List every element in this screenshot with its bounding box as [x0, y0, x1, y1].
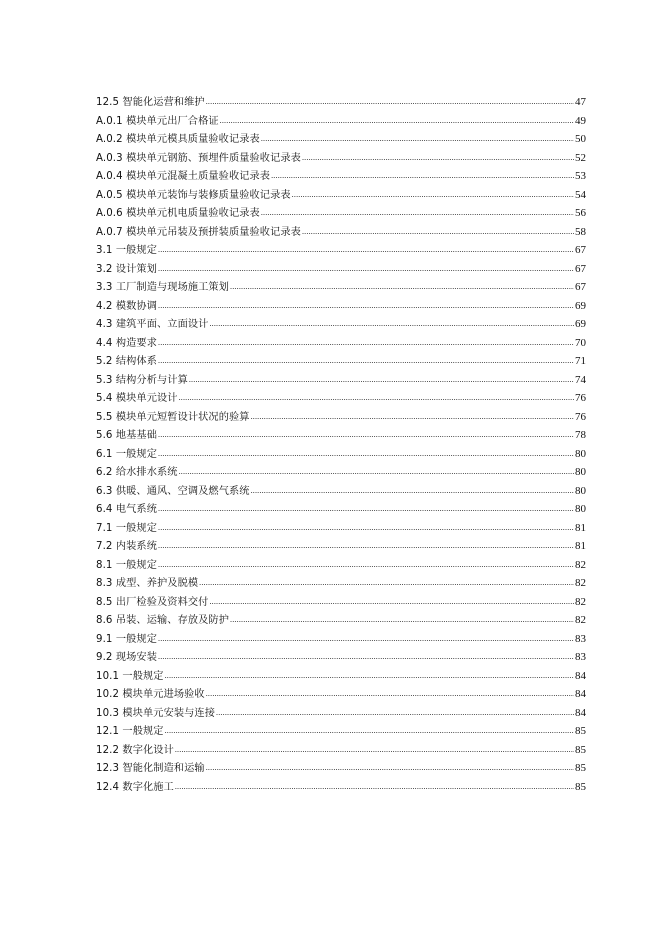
toc-dot-leader — [158, 537, 574, 556]
toc-entry-page-number: 56 — [575, 207, 586, 219]
toc-entry-title: 12.3 智能化制造和运输 — [96, 763, 205, 774]
toc-entry-title: 9.2 现场安装 — [96, 652, 157, 663]
toc-entry-title: A.0.4 模块单元混凝土质量验收记录表 — [96, 171, 271, 182]
toc-dot-leader — [179, 463, 574, 482]
toc-entry-page-number: 70 — [575, 336, 586, 349]
toc-entry-title: 6.4 电气系统 — [96, 504, 157, 515]
toc-dot-leader — [216, 704, 574, 723]
toc-entry-title: 10.3 模块单元安装与连接 — [96, 707, 216, 719]
toc-entry[interactable] — [96, 408, 586, 427]
toc-dot-leader — [271, 167, 574, 186]
toc-entry-title: 8.3 成型、养护及脱模 — [96, 578, 199, 589]
toc-entry-title: A.0.7 模块单元吊装及预拼装质量验收记录表 — [96, 226, 301, 238]
toc-dot-leader — [158, 630, 574, 649]
toc-entry-page-number: 69 — [575, 318, 586, 330]
toc-dot-leader — [251, 482, 574, 501]
toc-entry[interactable] — [96, 778, 586, 797]
toc-entry-title: 6.1 一般规定 — [96, 448, 157, 460]
toc-entry-page-number: 52 — [575, 151, 586, 164]
toc-dot-leader — [206, 685, 574, 704]
toc-dot-leader — [292, 186, 574, 205]
toc-entry-page-number: 85 — [575, 743, 586, 756]
toc-entry[interactable] — [96, 297, 586, 316]
toc-entry-page-number: 80 — [575, 484, 586, 497]
toc-dot-leader — [302, 223, 574, 242]
toc-entry[interactable] — [96, 426, 586, 445]
toc-dot-leader — [209, 593, 574, 612]
toc-dot-leader — [158, 426, 574, 445]
toc-entry[interactable] — [96, 482, 586, 501]
toc-dot-leader — [206, 759, 574, 778]
toc-entry[interactable] — [96, 704, 586, 723]
toc-entry-page-number: 78 — [575, 429, 586, 441]
toc-dot-leader — [230, 278, 574, 297]
toc-entry-page-number: 53 — [575, 170, 586, 182]
toc-entry-page-number: 71 — [575, 355, 586, 367]
toc-entry[interactable] — [96, 204, 586, 223]
toc-entry-page-number: 67 — [575, 244, 586, 256]
toc-dot-leader — [158, 556, 574, 575]
toc-dot-leader — [165, 722, 574, 741]
toc-entry[interactable] — [96, 241, 586, 260]
toc-entry-title: A.0.3 模块单元钢筋、预埋件质量验收记录表 — [96, 152, 301, 164]
toc-entry-title: 5.2 结构体系 — [96, 356, 157, 367]
toc-entry[interactable] — [96, 685, 586, 704]
toc-entry-page-number: 67 — [575, 281, 586, 293]
toc-dot-leader — [158, 519, 574, 538]
toc-entry[interactable] — [96, 593, 586, 612]
toc-entry-title: 5.4 模块单元设计 — [96, 393, 178, 404]
toc-entry-page-number: 50 — [575, 133, 586, 145]
toc-entry-page-number: 85 — [575, 725, 586, 737]
toc-entry[interactable] — [96, 223, 586, 242]
toc-dot-leader — [158, 445, 574, 464]
toc-entry-title: 8.5 出厂检验及资料交付 — [96, 596, 209, 608]
toc-entry[interactable] — [96, 315, 586, 334]
toc-entry-page-number: 76 — [575, 410, 586, 423]
toc-entry-title: 8.1 一般规定 — [96, 559, 157, 571]
toc-entry-title: 4.3 建筑平面、立面设计 — [96, 319, 209, 330]
toc-dot-leader — [251, 408, 574, 427]
toc-entry-page-number: 58 — [575, 225, 586, 238]
toc-entry[interactable] — [96, 389, 586, 408]
toc-entry-page-number: 54 — [575, 188, 586, 201]
toc-entry[interactable] — [96, 667, 586, 686]
toc-entry-page-number: 81 — [575, 521, 586, 534]
toc-entry-title: 12.2 数字化设计 — [96, 744, 174, 756]
toc-entry-title: 6.2 给水排水系统 — [96, 467, 178, 478]
toc-entry[interactable] — [96, 556, 586, 575]
toc-entry-page-number: 80 — [575, 447, 586, 460]
toc-entry-title: 4.2 模数协调 — [96, 300, 157, 312]
toc-dot-leader — [261, 130, 574, 149]
toc-entry[interactable] — [96, 112, 586, 131]
toc-entry-title: 12.4 数字化施工 — [96, 781, 174, 793]
toc-entry-page-number: 82 — [575, 558, 586, 571]
toc-dot-leader — [158, 648, 574, 667]
toc-entry-page-number: 49 — [575, 114, 586, 127]
toc-dot-leader — [220, 112, 574, 131]
toc-entry-title: A.0.5 模块单元装饰与装修质量验收记录表 — [96, 189, 291, 201]
toc-entry-title: 5.5 模块单元短暂设计状况的验算 — [96, 411, 250, 423]
toc-dot-leader — [158, 500, 574, 519]
toc-entry-page-number: 82 — [575, 595, 586, 608]
toc-entry-page-number: 84 — [575, 669, 586, 682]
table-of-contents — [96, 93, 586, 796]
toc-entry-title: 10.2 模块单元进场验收 — [96, 689, 205, 700]
toc-entry-page-number: 83 — [575, 651, 586, 663]
toc-entry[interactable] — [96, 611, 586, 630]
toc-entry-title: 4.4 构造要求 — [96, 337, 157, 349]
toc-entry-title: 3.1 一般规定 — [96, 245, 157, 256]
toc-entry[interactable] — [96, 93, 586, 112]
toc-entry[interactable] — [96, 371, 586, 390]
toc-dot-leader — [158, 260, 574, 279]
toc-entry[interactable] — [96, 741, 586, 760]
toc-entry[interactable] — [96, 537, 586, 556]
toc-entry[interactable] — [96, 722, 586, 741]
toc-entry-page-number: 84 — [575, 706, 586, 719]
toc-entry[interactable] — [96, 130, 586, 149]
toc-entry-title: 8.6 吊装、运输、存放及防护 — [96, 615, 230, 626]
toc-dot-leader — [302, 149, 574, 168]
toc-entry-page-number: 85 — [575, 780, 586, 793]
toc-entry[interactable] — [96, 759, 586, 778]
toc-entry[interactable] — [96, 574, 586, 593]
toc-entry-title: 3.2 设计策划 — [96, 263, 157, 275]
toc-entry-title: A.0.1 模块单元出厂合格证 — [96, 115, 219, 127]
toc-entry[interactable] — [96, 334, 586, 353]
toc-entry-title: 9.1 一般规定 — [96, 633, 157, 645]
toc-entry-page-number: 82 — [575, 577, 586, 589]
toc-entry-page-number: 85 — [575, 762, 586, 774]
toc-dot-leader — [158, 352, 574, 371]
toc-entry-page-number: 74 — [575, 373, 586, 386]
toc-dot-leader — [175, 741, 574, 760]
toc-entry-title: 12.1 一般规定 — [96, 726, 164, 737]
toc-entry-title: 7.1 一般规定 — [96, 522, 157, 534]
toc-entry-title: 10.1 一般规定 — [96, 670, 164, 682]
toc-entry-page-number: 83 — [575, 632, 586, 645]
toc-entry-title: 5.6 地基基础 — [96, 430, 157, 441]
toc-entry[interactable] — [96, 463, 586, 482]
toc-entry-title: 5.3 结构分析与计算 — [96, 374, 188, 386]
toc-entry-title: 7.2 内装系统 — [96, 541, 157, 552]
toc-entry[interactable] — [96, 186, 586, 205]
toc-entry[interactable] — [96, 278, 586, 297]
toc-entry-page-number: 47 — [575, 96, 586, 108]
toc-entry-title: A.0.2 模块单元模具质量验收记录表 — [96, 134, 260, 145]
toc-dot-leader — [199, 574, 574, 593]
toc-entry[interactable] — [96, 352, 586, 371]
toc-entry-page-number: 81 — [575, 540, 586, 552]
toc-entry-page-number: 80 — [575, 466, 586, 478]
toc-entry[interactable] — [96, 167, 586, 186]
toc-entry-page-number: 69 — [575, 299, 586, 312]
toc-entry-page-number: 84 — [575, 688, 586, 700]
toc-entry[interactable] — [96, 630, 586, 649]
toc-entry[interactable] — [96, 648, 586, 667]
toc-entry-page-number: 67 — [575, 262, 586, 275]
toc-entry-title: 12.5 智能化运营和维护 — [96, 97, 205, 108]
toc-entry-title: 3.3 工厂制造与现场施工策划 — [96, 282, 230, 293]
toc-entry-title: A.0.6 模块单元机电质量验收记录表 — [96, 208, 260, 219]
toc-dot-leader — [175, 778, 574, 797]
toc-dot-leader — [261, 204, 574, 223]
toc-dot-leader — [189, 371, 574, 390]
toc-entry[interactable] — [96, 149, 586, 168]
toc-dot-leader — [158, 241, 574, 260]
toc-dot-leader — [158, 297, 574, 316]
toc-dot-leader — [209, 315, 574, 334]
toc-entry[interactable] — [96, 445, 586, 464]
toc-entry-title: 6.3 供暖、通风、空调及燃气系统 — [96, 485, 250, 497]
toc-entry-page-number: 82 — [575, 614, 586, 626]
toc-entry[interactable] — [96, 500, 586, 519]
toc-entry-page-number: 76 — [575, 392, 586, 404]
toc-dot-leader — [179, 389, 574, 408]
toc-entry-page-number: 80 — [575, 503, 586, 515]
toc-dot-leader — [230, 611, 574, 630]
toc-entry[interactable] — [96, 260, 586, 279]
toc-entry[interactable] — [96, 519, 586, 538]
toc-dot-leader — [165, 667, 574, 686]
toc-dot-leader — [158, 334, 574, 353]
toc-dot-leader — [206, 93, 574, 112]
